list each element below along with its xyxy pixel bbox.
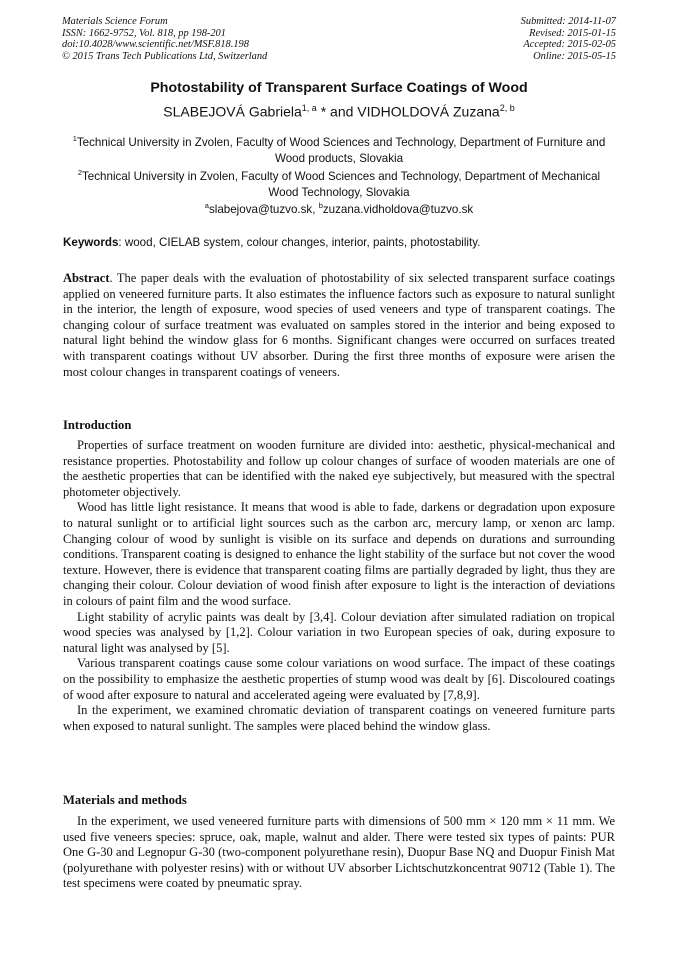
- introduction-paragraph: Wood has little light resistance. It means that wood is able to fade, darkens or degradation upon exposure to natural sunlight or to artificial light sources such as the carbon arc, mercury lamp, or xenon arc lamp. Changing colour of wood by sunlight is visible on its surface and depends on durations and surrounding conditions. Transparent coating is designed to enhance the light stability of the surface but not cover the wood texture. However, there is evidence that transparent coating films are partially degraded by light, thus they are changing their colour. Colour deviation of wood finish after exposure to light is the interaction of deviations in colours of paint film and the wood surface.: [63, 500, 615, 608]
- affiliation-1-text: Technical University in Zvolen, Faculty of Wood Sciences and Technology, Department of Furniture and Wood products, Slovakia: [76, 135, 606, 165]
- date-revised: Revised: 2015-01-15: [529, 27, 616, 39]
- affiliation-2: [70, 165, 608, 201]
- introduction-paragraph: In the experiment, we examined chromatic deviation of transparent coatings on veneered furniture parts when exposed to natural sunlight. The samples were placed behind the window glass.: [63, 703, 615, 733]
- submission-dates: [521, 16, 616, 62]
- introduction-paragraph: Various transparent coatings cause some colour variations on wood surface. The impact of these coatings on the possibility to emphasize the aesthetic properties of stump wood was dealt by [6]. Discoloured coatings of wood after exposure to natural and accelerated ageing were evaluated by [7,8,9].: [63, 656, 615, 702]
- abstract-text: . The paper deals with the evaluation of photostability of six selected transparent surface coatings applied on veneered furniture parts. It also estimates the influence factors such as exposure to natural sunlight in the interior, the length of exposure, wood species of used veneers and type of transparent coatings. The changing colour of surface treatment was evaluated on samples stored in the interior and being exposed to natural light behind the window glass for 6 months. Significant changes were occurred on surfaces treated with transparent coatings without UV absorber. During the first three months of exposure were arisen the most colour changes in transparent coatings of veneers.: [63, 271, 615, 379]
- journal-name: Materials Science Forum: [62, 16, 168, 27]
- materials-heading: Materials and methods: [63, 793, 187, 807]
- date-submitted: Submitted: 2014-11-07: [520, 16, 616, 27]
- email-a-sup: a: [204, 201, 209, 210]
- author-separator: * and: [316, 103, 358, 120]
- introduction-body: [63, 438, 615, 734]
- journal-info: [62, 16, 267, 62]
- paper-title: Photostability of Transparent Surface Coatings of Wood: [150, 80, 528, 96]
- affiliation-2-sup: 2: [77, 168, 83, 177]
- date-accepted: Accepted: 2015-02-05: [523, 39, 616, 51]
- abstract-label: Abstract: [63, 271, 110, 285]
- introduction-paragraph: Properties of surface treatment on wooden furniture are divided into: aesthetic, physical-mechanical and resistance properties. Photostability and follow up colour changes of surface of wooden materials are one of the aesthetic properties that can be identified with the naked eye subjectively, but measured with the spectral photometer objectively.: [63, 438, 615, 499]
- keywords: [63, 236, 623, 249]
- affiliation-1-sup: 1: [72, 134, 77, 143]
- journal-copyright: © 2015 Trans Tech Publications Ltd, Switzerland: [62, 50, 268, 62]
- author-line: [0, 103, 678, 120]
- email-a: slabejova@tuzvo.sk,: [208, 202, 319, 216]
- keywords-label: Keywords: [63, 236, 119, 249]
- journal-doi: doi:10.4028/www.scientific.net/MSF.818.198: [62, 39, 249, 51]
- author-1: SLABEJOVÁ Gabriela: [163, 103, 302, 120]
- abstract: [63, 271, 615, 380]
- affiliation-1: [70, 131, 608, 167]
- introduction-heading: Introduction: [63, 418, 132, 432]
- introduction-paragraph: Light stability of acrylic paints was dealt by [3,4]. Colour deviation after simulated radiation on tropical wood species was analysed by [1,2]. Colour variation in two European species of oak, during exposure to natural light was analysed by [5].: [63, 609, 615, 655]
- journal-issn: ISSN: 1662-9752, Vol. 818, pp 198-201: [62, 27, 226, 39]
- keywords-text: : wood, CIELAB system, colour changes, interior, paints, photostability.: [118, 236, 481, 249]
- materials-paragraph: In the experiment, we used veneered furniture parts with dimensions of 500 mm × 120 mm × 11 mm. We used five veneers species: spruce, oak, maple, walnut and alder. There were tested six types of paints: PUR One G-30 and Legnopur G-30 (two-component polyurethane resin), Duopur Base NQ and Duopur Finish Mat (polyurethane with polyester resins) with or without UV absorber Lichtschutzkoncentrat 90712 (Table 1). The test specimens were coated by pneumatic spray.: [63, 814, 615, 891]
- date-online: Online: 2015-05-15: [533, 50, 616, 62]
- author-2-sup: 2, b: [499, 103, 515, 113]
- author-1-sup: 1, a: [301, 103, 317, 113]
- materials-body: [63, 814, 615, 892]
- email-b: zuzana.vidholdova@tuzvo.sk: [322, 202, 474, 216]
- author-emails: [0, 201, 678, 216]
- affiliation-2-text: Technical University in Zvolen, Faculty of Wood Sciences and Technology, Department of Mechanical Wood Technology, Slovakia: [82, 169, 601, 199]
- author-2: VIDHOLDOVÁ Zuzana: [357, 103, 500, 120]
- email-b-sup: b: [318, 201, 323, 210]
